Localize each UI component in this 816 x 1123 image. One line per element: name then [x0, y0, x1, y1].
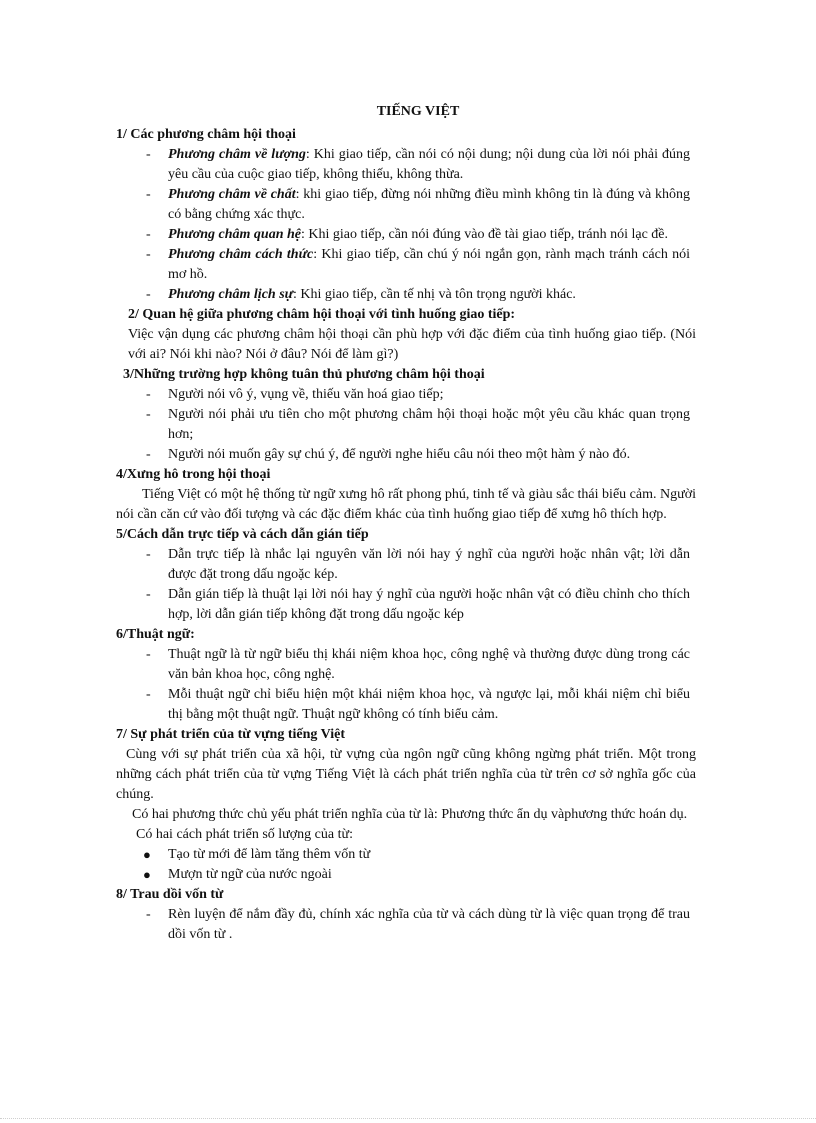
list-item-text: Dẫn trực tiếp là nhắc lại nguyên văn lời nói hay ý nghĩ của người hoặc nhân vật; lời dẫn được đặt trong dấu ngoặc kép. — [168, 547, 690, 582]
dash-marker: - — [146, 647, 151, 662]
dash-marker: - — [146, 247, 151, 262]
list-item — [116, 445, 696, 465]
dash-marker: - — [146, 287, 151, 302]
section-7-paragraph-3: Có hai cách phát triển số lượng của từ: — [136, 827, 353, 842]
list-item — [116, 685, 696, 725]
page-title: TIẾNG VIỆT — [376, 104, 460, 119]
definition: : khi giao tiếp, đừng nói những điều mình không tin là đúng và không có bằng chứng xác thực. — [168, 187, 691, 222]
list-item — [116, 645, 696, 685]
section-6-list — [116, 645, 696, 725]
term: Phương châm về lượng — [168, 147, 306, 162]
term: Phương châm quan hệ — [168, 227, 301, 242]
section-8-list — [116, 905, 696, 945]
dash-marker: - — [146, 447, 151, 462]
dash-marker: - — [146, 387, 151, 402]
list-item-text: Tạo từ mới để làm tăng thêm vốn từ — [168, 847, 371, 862]
list-item — [116, 285, 696, 305]
list-item — [116, 405, 696, 445]
dash-marker: - — [146, 187, 151, 202]
list-item — [116, 865, 696, 885]
section-5-list — [116, 545, 696, 625]
dash-marker: - — [146, 907, 151, 922]
section-7-bullet-list — [116, 845, 696, 885]
section-3-heading: 3/Những trường hợp không tuân thủ phương châm hội thoại — [123, 367, 485, 382]
term: Phương châm lịch sự — [168, 287, 294, 302]
definition: : Khi giao tiếp, cần nói đúng vào đề tài giao tiếp, tránh nói lạc đề. — [301, 227, 669, 242]
section-1-list — [116, 145, 696, 305]
definition: : Khi giao tiếp, cần nói có nội dung; nội dung của lời nói phải đúng yêu cầu của cuộc giao tiếp, không thiếu, không thừa. — [168, 147, 690, 182]
section-2-heading: 2/ Quan hệ giữa phương châm hội thoại với tình huống giao tiếp: — [128, 307, 516, 322]
list-item-text: Người nói phải ưu tiên cho một phương châm hội thoại hoặc một yêu cầu khác quan trọng hơn; — [168, 407, 690, 442]
list-item-text: Rèn luyện để nắm đầy đủ, chính xác nghĩa của từ và cách dùng từ là việc quan trọng để trau dồi vốn từ . — [168, 907, 690, 942]
dash-marker: - — [146, 407, 151, 422]
list-item-text: Người nói vô ý, vụng về, thiếu văn hoá giao tiếp; — [168, 387, 444, 402]
section-7-paragraph-2: Có hai phương thức chủ yếu phát triển nghĩa của từ là: Phương thức ẩn dụ vàphương thức hoán dụ. — [132, 807, 688, 822]
list-item — [116, 225, 696, 245]
term: Phương châm cách thức — [168, 247, 314, 262]
dash-marker: - — [146, 587, 151, 602]
section-3-list — [116, 385, 696, 465]
list-item-text: Thuật ngữ là từ ngữ biểu thị khái niệm khoa học, công nghệ và thường được dùng trong các văn bản khoa học, công nghệ. — [168, 647, 690, 682]
list-item-text: Người nói muốn gây sự chú ý, để người nghe hiểu câu nói theo một hàm ý nào đó. — [168, 447, 631, 462]
list-item — [116, 905, 696, 945]
section-2-paragraph: Việc vận dụng các phương châm hội thoại cần phù hợp với đặc điểm của tình huống giao tiếp. (Nói với ai? Nói khi nào? Nói ở đâu? Nói để làm gì?) — [128, 327, 696, 362]
bullet-marker: ● — [143, 847, 151, 862]
bullet-marker: ● — [143, 867, 151, 882]
document-body — [116, 102, 696, 945]
section-5-heading: 5/Cách dẫn trực tiếp và cách dẫn gián tiếp — [116, 527, 369, 542]
section-4-heading: 4/Xưng hô trong hội thoại — [116, 467, 271, 482]
list-item — [116, 185, 696, 225]
dash-marker: - — [146, 227, 151, 242]
section-7-heading: 7/ Sự phát triển của từ vựng tiếng Việt — [116, 727, 345, 742]
section-8-heading: 8/ Trau dồi vốn từ — [116, 887, 224, 902]
page-bottom-divider — [0, 1118, 816, 1119]
list-item — [116, 545, 696, 585]
list-item — [116, 845, 696, 865]
dash-marker: - — [146, 547, 151, 562]
definition: : Khi giao tiếp, cần tế nhị và tôn trọng người khác. — [293, 287, 576, 302]
list-item — [116, 385, 696, 405]
list-item-text: Mỗi thuật ngữ chỉ biểu hiện một khái niệm khoa học, và ngược lại, mỗi khái niệm chỉ biểu thị bằng một thuật ngữ. Thuật ngữ không có tính biểu cảm. — [168, 687, 690, 722]
dash-marker: - — [146, 687, 151, 702]
list-item — [116, 245, 696, 285]
list-item — [116, 145, 696, 185]
section-6-heading: 6/Thuật ngữ: — [116, 627, 195, 642]
section-4-paragraph: Tiếng Việt có một hệ thống từ ngữ xưng hô rất phong phú, tinh tế và giàu sắc thái biểu cảm. Người nói cần căn cứ vào đối tượng và các đặc điểm khác của tình huống giao tiếp để xưng hô thích hợp. — [116, 487, 696, 522]
definition: : Khi giao tiếp, cần chú ý nói ngắn gọn, rành mạch tránh cách nói mơ hồ. — [168, 247, 690, 282]
section-1-heading: 1/ Các phương châm hội thoại — [116, 127, 296, 142]
list-item — [116, 585, 696, 625]
dash-marker: - — [146, 147, 151, 162]
term: Phương châm về chất — [168, 187, 296, 202]
list-item-text: Dẫn gián tiếp là thuật lại lời nói hay ý nghĩ của người hoặc nhân vật có điều chỉnh cho thích hợp, lời dẫn gián tiếp không đặt trong dấu ngoặc kép — [168, 587, 690, 622]
section-7-paragraph-1: Cùng với sự phát triển của xã hội, từ vựng của ngôn ngữ cũng không ngừng phát triển. Một trong những cách phát triển của từ vựng Tiếng Việt là cách phát triển nghĩa của từ trên cơ sở nghĩa gốc của chúng. — [116, 747, 696, 802]
list-item-text: Mượn từ ngữ của nước ngoài — [168, 867, 332, 882]
